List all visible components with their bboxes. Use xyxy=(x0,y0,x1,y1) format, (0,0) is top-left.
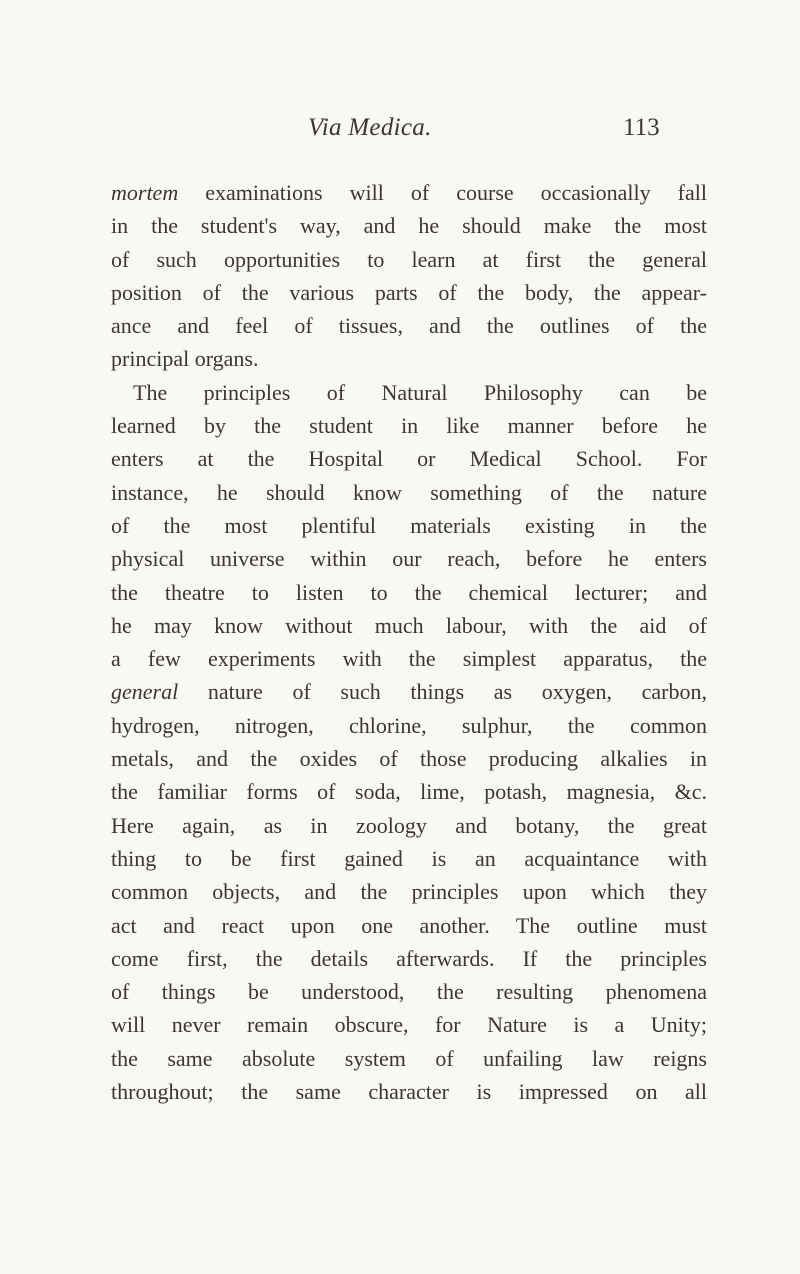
text-line: the familiar forms of soda, lime, potash, magnesia, &c. xyxy=(111,779,707,805)
text-line: common objects, and the principles upon which they xyxy=(111,879,707,905)
text-line: of the most plentiful materials existing in the xyxy=(111,512,707,538)
text-line: the theatre to listen to the chemical lecturer; and xyxy=(111,579,707,605)
text-line: hydrogen, nitrogen, chlorine, sulphur, the common xyxy=(111,712,707,738)
text-line: ance and feel of tissues, and the outlines of the xyxy=(111,313,707,339)
text-line: metals, and the oxides of those producing alkalies in xyxy=(111,746,707,772)
text-line: learned by the student in like manner before he xyxy=(111,413,707,439)
text-line: the same absolute system of unfailing law reigns xyxy=(111,1045,707,1071)
body-text xyxy=(111,176,707,1108)
text-line: enters at the Hospital or Medical School. For xyxy=(111,446,707,472)
paragraph-start-line: The principles of Natural Philosophy can be xyxy=(133,379,707,405)
text-line: instance, he should know something of the nature xyxy=(111,479,707,505)
text-line: in the student's way, and he should make the most xyxy=(111,213,707,239)
text-line: principal organs. xyxy=(111,346,259,372)
running-title: Via Medica. xyxy=(308,114,432,141)
page-number: 113 xyxy=(623,114,660,141)
text-line: position of the various parts of the body, the appear- xyxy=(111,279,707,305)
text-line: general nature of such things as oxygen, carbon, xyxy=(111,679,707,705)
text-line: mortem examinations will of course occasionally fall xyxy=(111,180,707,205)
text-line: a few experiments with the simplest apparatus, the xyxy=(111,646,707,672)
italic-word: general xyxy=(111,679,179,705)
text-line: come first, the details afterwards. If the principles xyxy=(111,945,707,971)
text-line: thing to be first gained is an acquaintance with xyxy=(111,845,707,871)
text-line: will never remain obscure, for Nature is a Unity; xyxy=(111,1012,707,1038)
text-line: of things be understood, the resulting phenomena xyxy=(111,979,707,1005)
text-line: throughout; the same character is impressed on all xyxy=(111,1079,707,1105)
text-line: Here again, as in zoology and botany, the great xyxy=(111,812,707,838)
running-header xyxy=(0,114,800,148)
italic-word: mortem xyxy=(111,180,179,205)
text-line: act and react upon one another. The outline must xyxy=(111,912,707,938)
text-line: of such opportunities to learn at first the general xyxy=(111,246,707,272)
text-line: physical universe within our reach, before he enters xyxy=(111,546,707,572)
text-line: he may know without much labour, with the aid of xyxy=(111,612,707,638)
